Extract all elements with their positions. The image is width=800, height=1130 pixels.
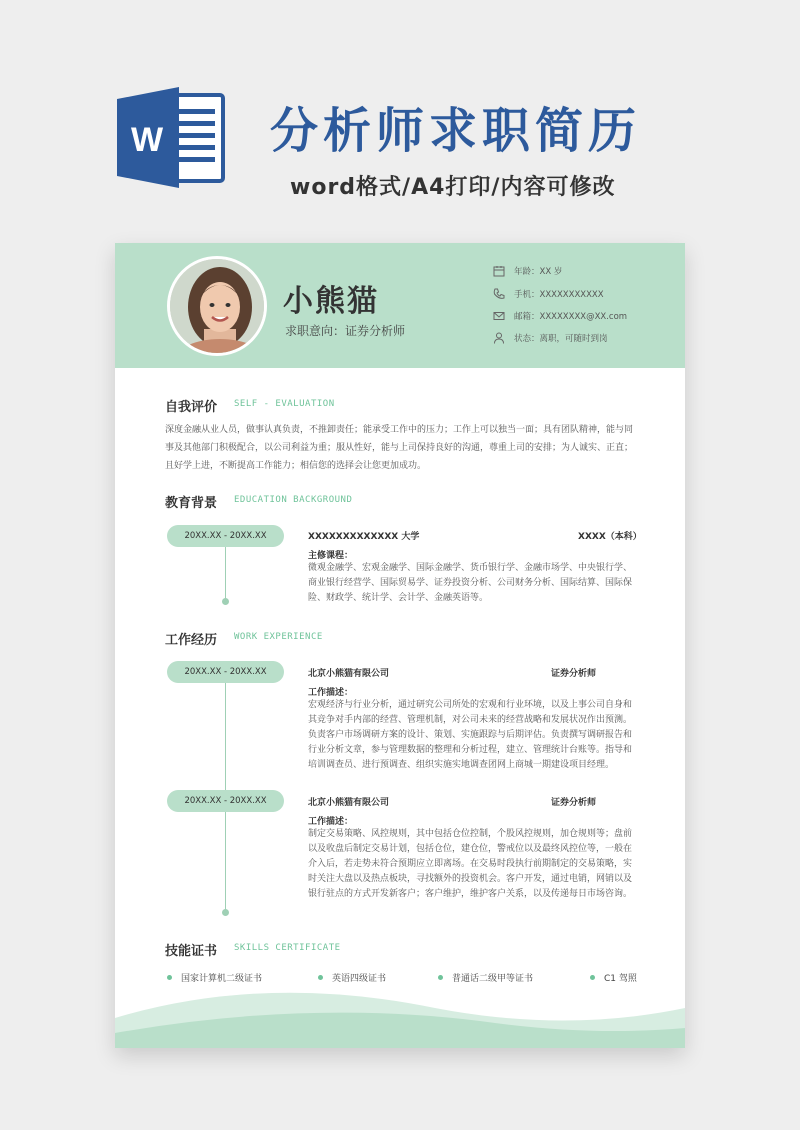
work-title-en: WORK EXPERIENCE [234, 632, 323, 642]
resume-sheet [115, 243, 685, 1048]
person-icon [493, 332, 505, 344]
work-company-1: 北京小熊猫有限公司 [308, 669, 390, 679]
work-desc-1: 宏观经济与行业分析，通过研究公司所处的宏观和行业环境，以及上事公司自身和其竞争对手内部的经营、管理机制，对公司未来的经营战略和发展状况作出预测。负责客户市场调研方案的设计、策划、实施跟踪与后期评估。负责撰写调研报告和行业分析文章，参与管理数据的整理和分析过程，建立、管理统计台账等。指导和培训调查员、进行预调查、组织实施实地调查团网上商城一期建设项目经理。 [308, 700, 633, 770]
avatar [167, 256, 267, 356]
info-status [493, 332, 608, 344]
candidate-name: 小熊猫 [283, 284, 379, 319]
self-eval-title-en: SELF - EVALUATION [234, 399, 335, 409]
info-phone [493, 288, 604, 300]
resume-header [115, 243, 685, 368]
work-period-2: 20XX.XX - 20XX.XX [167, 790, 284, 812]
banner-subtitle: word格式/A4打印/内容可修改 [290, 175, 616, 200]
info-status-text: 状态：离职，可随时到岗 [514, 334, 608, 344]
info-age [493, 265, 562, 277]
skill-text: 英语四级证书 [332, 974, 387, 984]
timeline-dot [222, 909, 229, 916]
mail-icon [493, 310, 505, 322]
education-school: XXXXXXXXXXXXX 大学 [308, 532, 420, 542]
word-logo-icon [117, 85, 227, 190]
skills-title-en: SKILLS CERTIFICATE [234, 943, 341, 953]
skills-title: 技能证书 [165, 944, 218, 959]
job-intent: 求职意向：证券分析师 [285, 324, 406, 338]
work-desc-label-2: 工作描述： [308, 817, 354, 827]
work-company-2: 北京小熊猫有限公司 [308, 798, 390, 808]
phone-icon [493, 288, 505, 300]
skill-text: 国家计算机二级证书 [181, 974, 263, 984]
work-period-1: 20XX.XX - 20XX.XX [167, 661, 284, 683]
timeline-dot [222, 598, 229, 605]
work-position-1: 证券分析师 [551, 669, 597, 679]
word-logo-letter: W [130, 121, 164, 159]
education-courses: 微观金融学、宏观金融学、国际金融学、货币银行学、金融市场学、中央银行学、商业银行经营学、国际贸易学、证券投资分析、公司财务分析、国际结算、国际保险、财政学、统计学、会计学、金融英语等。 [308, 563, 633, 603]
education-timeline [225, 540, 226, 600]
info-phone-text: 手机：XXXXXXXXXXX [514, 290, 604, 300]
self-eval-text: 深度金融从业人员，做事认真负责，不推卸责任；能承受工作中的压力；工作上可以独当一面；具有团队精神，能与同事及其他部门积极配合，以公司利益为重；服从性好，能与上司保持良好的沟通，尊重上司的安排；为人诚实、正直；且好学上进，不断提高工作能力；相信您的选择会让您更加成功。 [165, 425, 634, 471]
calendar-icon [493, 265, 505, 277]
education-title: 教育背景 [165, 496, 218, 511]
work-desc-2: 制定交易策略、风控规则，其中包括仓位控制，个股风控规则，加仓规则等；盘前以及收盘后制定交易计划，包括仓位，建仓位，警戒位以及最终风控位等，一般在介入后，若走势未符合预期应立即离场。在交易时段执行前期制定的交易策略，实时关注大盘以及热点板块，寻找额外的投资机会。客户开发，通过电销，网销以及银行驻点的方式开发新客户；客户维护，维护客户关系，以及传递每日市场咨询。 [308, 829, 633, 899]
education-degree: XXXX（本科） [578, 532, 642, 542]
footer-waves [115, 978, 685, 1048]
education-course-label: 主修课程： [308, 551, 354, 561]
self-eval-title: 自我评价 [165, 400, 218, 415]
skill-text: C1 驾照 [604, 974, 637, 984]
work-desc-label-1: 工作描述： [308, 688, 354, 698]
skill-text: 普通话二级甲等证书 [452, 974, 534, 984]
info-email-text: 邮箱：XXXXXXXX@XX.com [514, 312, 628, 322]
education-title-en: EDUCATION BACKGROUND [234, 495, 353, 505]
info-email [493, 310, 627, 322]
info-age-text: 年龄：XX 岁 [514, 267, 563, 277]
education-period: 20XX.XX - 20XX.XX [167, 525, 284, 547]
work-position-2: 证券分析师 [551, 798, 597, 808]
work-title: 工作经历 [165, 633, 218, 648]
banner-title: 分析师求职简历 [270, 103, 642, 159]
